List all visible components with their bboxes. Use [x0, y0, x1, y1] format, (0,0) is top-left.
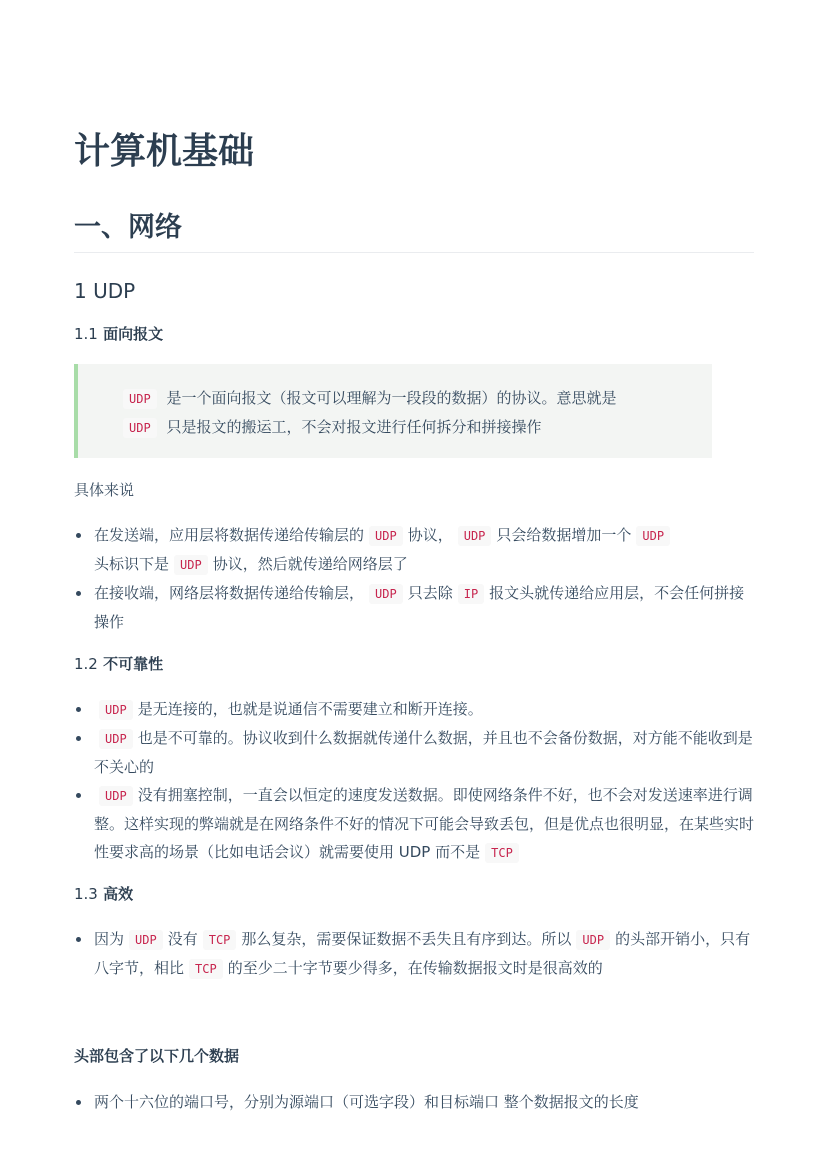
inline-code: UDP	[99, 700, 133, 720]
heading-text: 高效	[103, 885, 134, 903]
text: 只会给数据增加一个	[496, 526, 632, 544]
inline-code: UDP	[99, 729, 133, 749]
inline-code: UDP	[174, 555, 208, 575]
inline-code: TCP	[189, 959, 223, 979]
list-header-fields	[74, 1088, 754, 1116]
list-item	[74, 724, 754, 781]
text: 的头部开销小，只有八字节，相比	[94, 930, 751, 977]
list-efficient	[74, 925, 754, 983]
text: 没有	[167, 930, 198, 948]
text: 协议，	[407, 526, 453, 544]
list-item	[74, 695, 754, 724]
heading-text: 不可靠性	[103, 655, 164, 673]
list-item: 两个十六位的端口号，分别为源端口（可选字段）和目标端口 整个数据报文的长度	[74, 1088, 754, 1116]
inline-code: TCP	[485, 843, 519, 863]
heading-unreliability	[74, 652, 163, 676]
list-item	[74, 521, 754, 579]
text: 那么复杂，需要保证数据不丢失且有序到达。所以	[241, 930, 572, 948]
inline-code: UDP	[576, 930, 610, 950]
inline-code: IP	[458, 584, 484, 604]
inline-code: UDP	[129, 930, 163, 950]
inline-code: UDP	[369, 526, 403, 546]
quote-text: 是一个面向报文（报文可以理解为一段段的数据）的协议。意思就是	[166, 389, 617, 407]
blockquote	[74, 364, 712, 458]
paragraph-specific: 具体来说	[74, 481, 135, 499]
text: 也是不可靠的。协议收到什么数据就传递什么数据，并且也不会备份数据，对方能不能收到是不关心的	[94, 729, 753, 776]
inline-code: UDP	[458, 526, 492, 546]
list-item	[74, 925, 754, 983]
heading-number: 1.3	[74, 885, 98, 903]
heading-efficient	[74, 882, 133, 906]
section-heading-network: 一、网络	[74, 208, 754, 253]
text: 协议，然后就传递给网络层了	[212, 555, 408, 573]
text: 在发送端，应用层将数据传递给传输层的	[94, 526, 365, 544]
text: 因为	[94, 930, 125, 948]
text: 是无连接的，也就是说通信不需要建立和断开连接。	[137, 700, 483, 718]
list-item	[74, 579, 754, 636]
inline-code: UDP	[123, 389, 157, 409]
list-item	[74, 781, 754, 867]
inline-code: UDP	[99, 786, 133, 806]
heading-text: 面向报文	[103, 325, 164, 343]
list-message-oriented	[74, 521, 754, 636]
text: 头标识下是	[94, 555, 170, 573]
heading-message-oriented	[74, 322, 163, 346]
quote-text: 只是报文的搬运工，不会对报文进行任何拆分和拼接操作	[166, 418, 542, 436]
inline-code: UDP	[636, 526, 670, 546]
list-unreliability	[74, 695, 754, 867]
heading-header-contains: 头部包含了以下几个数据	[74, 1047, 240, 1065]
heading-number: 1.1	[74, 325, 98, 343]
text: 在接收端，网络层将数据传递给传输层，	[94, 584, 365, 602]
text: 的至少二十字节要少得多，在传输数据报文时是很高效的	[227, 959, 603, 977]
text: 只去除	[407, 584, 453, 602]
inline-code: TCP	[203, 930, 237, 950]
text: 没有拥塞控制，一直会以恒定的速度发送数据。即使网络条件不好，也不会对发送速率进行调整。这样实现的弊端就是在网络条件不好的情况下可能会导致丢包，但是优点也很明显，在某些实时性要求高的场景（比如电话会议）就需要使用 UDP 而不是	[94, 786, 755, 861]
inline-code: UDP	[123, 418, 157, 438]
heading-number: 1.2	[74, 655, 98, 673]
text: 报文头就传递给应用层，不会任何拼接操作	[94, 584, 745, 631]
page-title: 计算机基础	[74, 131, 255, 172]
subsection-heading-udp: 1 UDP	[74, 279, 136, 303]
inline-code: UDP	[369, 584, 403, 604]
